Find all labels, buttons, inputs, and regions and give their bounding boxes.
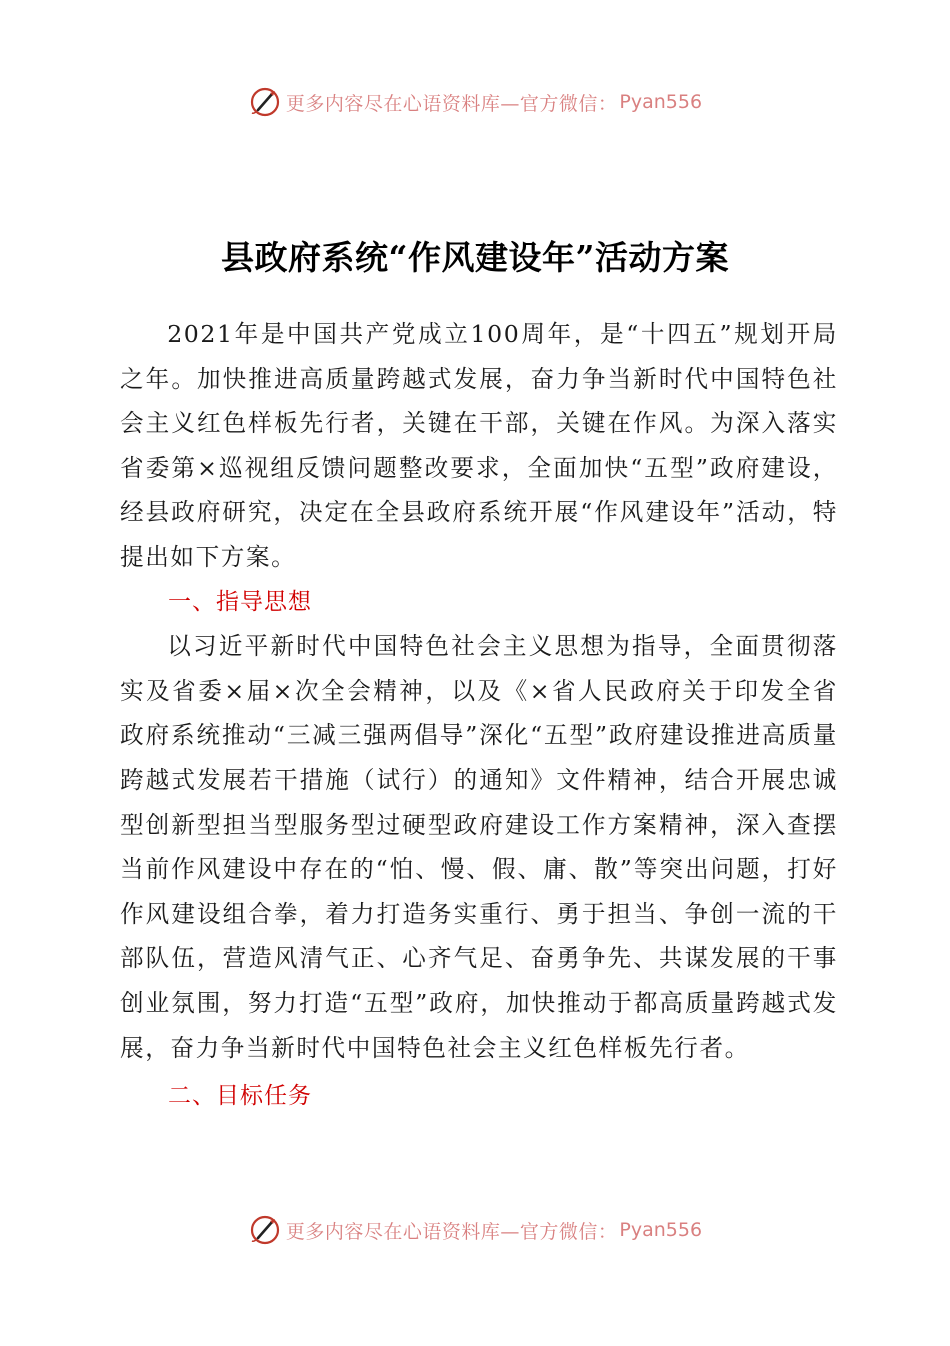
section-heading-goals-tasks: 二、目标任务 xyxy=(168,1083,312,1110)
document-title: 县政府系统“作风建设年”活动方案 xyxy=(221,238,729,277)
watermark-wechat-id: Pyan556 xyxy=(619,91,703,113)
header-watermark xyxy=(0,82,950,122)
watermark-text: 更多内容尽在心语资料库—官方微信： xyxy=(285,92,618,115)
watermark-text: 更多内容尽在心语资料库—官方微信： xyxy=(285,1220,618,1243)
guiding-ideology-paragraph: 以习近平新时代中国特色社会主义思想为指导，全面贯彻落实及省委×届×次全会精神，以及《×省人民政府关于印发全省政府系统推动“三减三强两倡导”深化“五型”政府建设推进高质量跨越式发展若干措施（试行）的通知》文件精神，结合开展忠诚型创新型担当型服务型过硬型政府建设工作方案精神，深入查摆当前作风建设中存在的“怕、慢、假、庸、散”等突出问题，打好作风建设组合拳，着力打造务实重行、勇于担当、争创一流的干部队伍，营造风清气正、心齐气足、奋勇争先、共谋发展的干事创业氛围，努力打造“五型”政府，加快推动于都高质量跨越式发展，奋力争当新时代中国特色社会主义红色样板先行者。 xyxy=(120,632,838,1062)
intro-paragraph: 2021年是中国共产党成立100周年，是“十四五”规划开局之年。加快推进高质量跨越式发展，奋力争当新时代中国特色社会主义红色样板先行者，关键在干部，关键在作风。为深入落实省委第×巡视组反馈问题整改要求，全面加快“五型”政府建设，经县政府研究，决定在全县政府系统开展“作风建设年”活动，特提出如下方案。 xyxy=(120,320,838,571)
document-body xyxy=(120,312,838,1119)
footer-watermark xyxy=(0,1210,950,1250)
watermark-wechat-id: Pyan556 xyxy=(619,1219,703,1241)
pen-logo-icon xyxy=(248,1213,282,1247)
section-heading-guiding-ideology: 一、指导思想 xyxy=(168,588,312,615)
pen-logo-icon xyxy=(248,85,282,119)
